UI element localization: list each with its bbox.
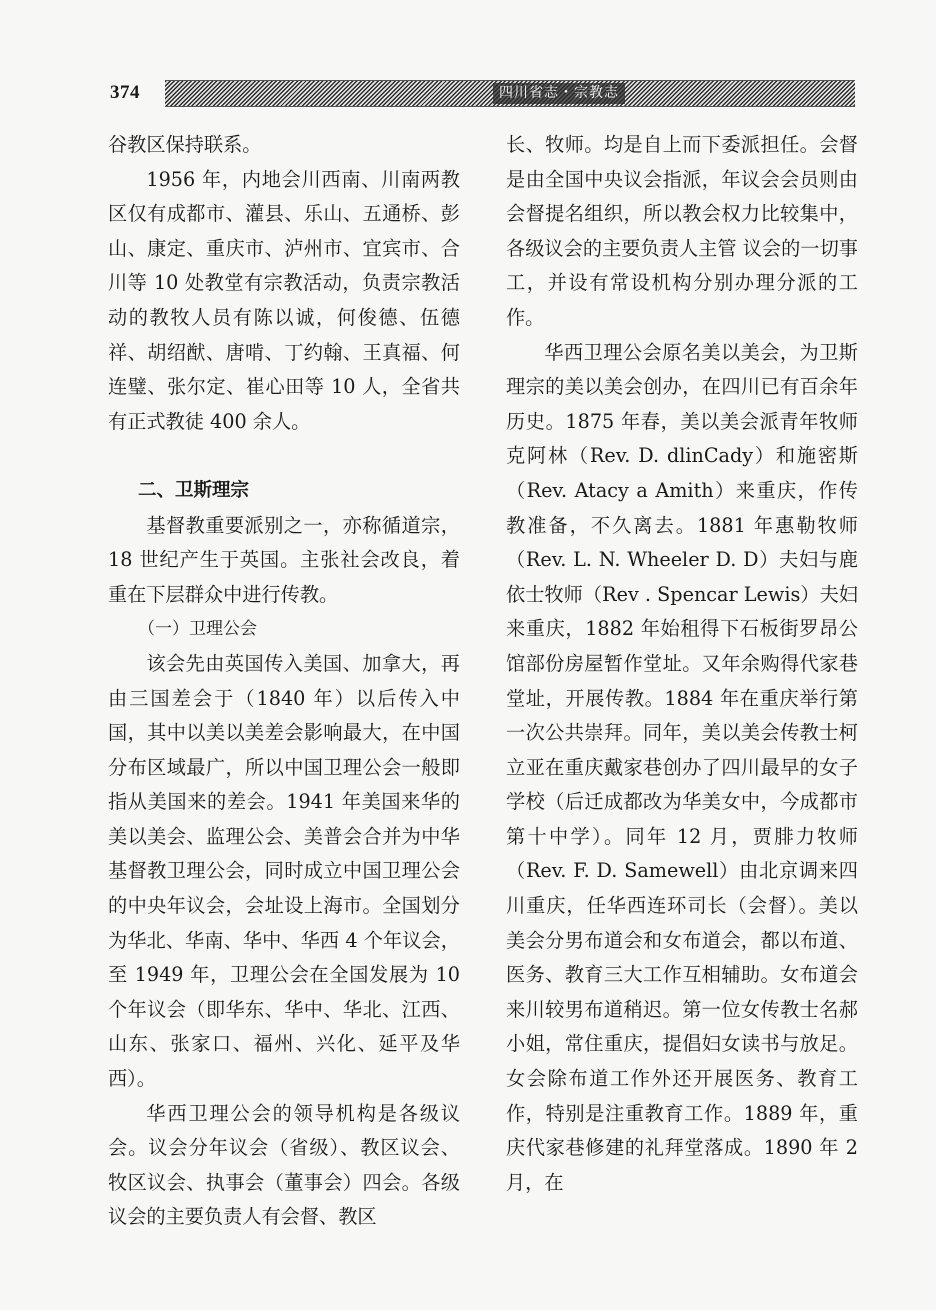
right-column: [506, 128, 858, 1200]
paragraph-leadership: 华西卫理公会的领导机构是各级议会。议会分年议会（省级）、教区议会、牧区议会、执事会（董事会）四会。各级议会的主要负责人有会督、教区: [108, 1101, 460, 1229]
paragraph-1956: 1956 年，内地会川西南、川南两教区仅有成都市、灌县、乐山、五通桥、彭山、康定、重庆市、泸州市、宜宾市、合川等 10 处教堂有宗教活动，负责宗教活动的教牧人员有陈以诚，何俊德、伍德祥、胡绍猷、唐啃、丁约翰、王真福、何连璧、张尔定、崔心田等 10 人，全省共有正式教徒 400 余人。: [108, 167, 460, 433]
paragraph-continuation: 谷教区保持联系。: [108, 133, 262, 156]
left-column: [108, 128, 460, 1235]
running-title: 四川省志・宗教志: [493, 83, 625, 104]
page-number: 374: [110, 82, 140, 103]
paragraph-history: 华西卫理公会原名美以美会，为卫斯理宗的美以美会创办，在四川已有百余年历史。1875 年春，美以美会派青年牧师克阿林（Rev. D. dlinCady）和施密斯（Rev. Atacy a Amith）来重庆，作传教准备，不久离去。1881 年惠勒牧师（Rev. L. N. Wheeler D. D）夫妇与鹿依士牧师（Rev . Spencar Lewis）夫妇来重庆，1882 年始租得下石板街罗昂公馆部份房屋暂作堂址。又年余购得代家巷堂址，开展传教。1884 年在重庆举行第一次公共崇拜。同年，美以美会传教士柯立亚在重庆戴家巷创办了四川最早的女子学校（后迁成都改为华美女中，今成都市第十中学）。同年 12 月，贾腓力牧师（Rev. F. D. Samewell）由北京调来四川重庆，任华西连环司长（会督）。美以美会分男布道会和女布道会，都以布道、医务、教育三大工作互相辅助。女布道会来川较男布道稍迟。第一位女传教士名郝小姐，常住重庆，提倡妇女读书与放足。女会除布道工作外还开展医务、教育工作，特别是注重教育工作。1889 年，重庆代家巷修建的礼拜堂落成。1890 年 2 月，在: [506, 340, 858, 1194]
paragraph-intro: 基督教重要派别之一，亦称循道宗，18 世纪产生于英国。主张社会改良，着重在下层群众中进行传教。: [108, 513, 460, 606]
sub-heading: （一）卫理公会: [138, 619, 257, 640]
paragraph-history: 该会先由英国传入美国、加拿大，再由三国差会于（1840 年）以后传入中国，其中以美以美差会影响最大，在中国分布区域最广，所以中国卫理公会一般即指从美国来的差会。1941 年美国来华的美以美会、监理公会、美普会合并为中华基督教卫理公会，同时成立中国卫理公会的中央年议会，会址设上海市。全国划分为华北、华南、华中、华西 4 个年议会，至 1949 年，卫理公会在全国发展为 10 个年议会（即华东、华中、华北、江西、山东、张家口、福州、兴化、延平及华西）。: [108, 651, 460, 1091]
paragraph-continuation: 长、牧师。均是自上而下委派担任。会督是由全国中央议会指派，年议会会员则由会督提名组织，所以教会权力比较集中，各级议会的主要负责人主管 议会的一切事 工，并设有常设机构分别办理分派的工作。: [506, 133, 858, 329]
header-band: [165, 80, 855, 107]
page-header: [110, 78, 855, 110]
section-heading: 二、卫斯理宗: [138, 479, 250, 501]
